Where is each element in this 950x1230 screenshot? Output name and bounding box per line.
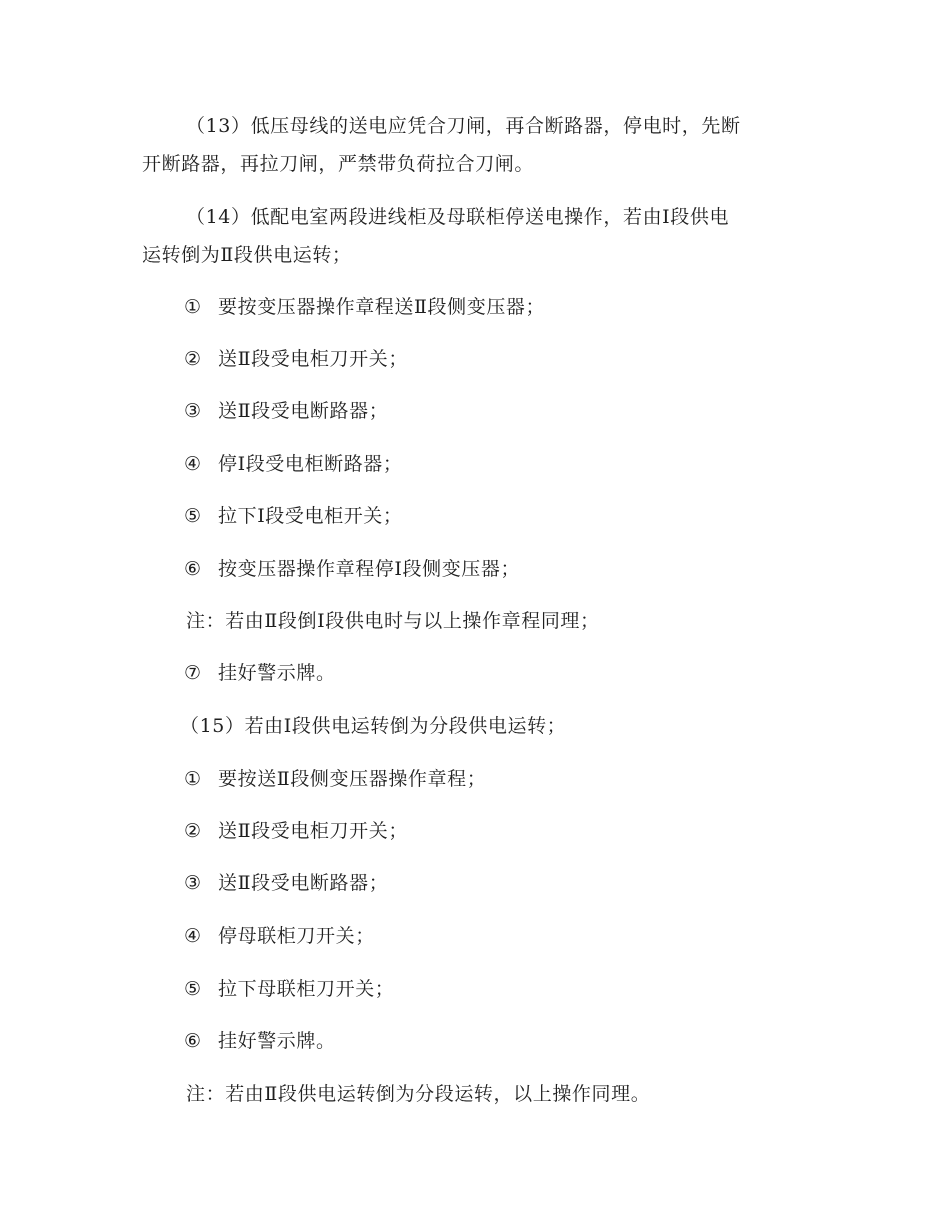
paragraph-13-line-2: 开断路器，再拉刀闸，严禁带负荷拉合刀闸。 (142, 153, 535, 175)
list-item (184, 556, 520, 582)
list-item-text: 停Ⅰ段受电柜断路器； (218, 453, 403, 475)
paragraph-14-line-2: 运转倒为Ⅱ段供电运转； (142, 244, 352, 266)
list-item-number: ⑤ (184, 505, 202, 527)
note-15: 注：若由Ⅱ段供电运转倒为分段运转，以上操作同理。 (186, 1083, 651, 1105)
list-item-text: 按变压器操作章程停Ⅰ段侧变压器； (218, 558, 521, 580)
list-item-number: ⑤ (184, 978, 202, 1000)
note-14: 注：若由Ⅱ段倒Ⅰ段供电时与以上操作章程同理； (186, 610, 600, 632)
list-item-number: ⑥ (184, 558, 202, 580)
list-item (184, 766, 486, 792)
list-item-number: ③ (184, 872, 202, 894)
list-item (184, 503, 403, 529)
list-item-number: ② (184, 348, 202, 370)
list-item-number: ④ (184, 925, 202, 947)
list-item-number: ④ (184, 453, 202, 475)
paragraph-15: （15）若由Ⅰ段供电运转倒为分段供电运转； (180, 715, 567, 737)
list-item-number: ⑥ (184, 1030, 202, 1052)
paragraph-14-line-1: （14）低配电室两段进线柜及母联柜停送电操作，若由Ⅰ段供电 (186, 206, 730, 228)
list-item-number: ② (184, 820, 202, 842)
list-item-text: 送Ⅱ段受电断路器； (218, 400, 389, 422)
list-item-number: ⑦ (184, 662, 202, 684)
list-item-text: 送Ⅱ段受电柜刀开关； (218, 348, 408, 370)
list-item (184, 976, 394, 1002)
list-item (184, 451, 403, 477)
list-item-text: 要按变压器操作章程送Ⅱ段侧变压器； (218, 296, 546, 318)
list-item-text: 拉下母联柜刀开关； (218, 978, 395, 1000)
list-item-text: 要按送Ⅱ段侧变压器操作章程； (218, 768, 487, 790)
list-item-text: 送Ⅱ段受电断路器； (218, 872, 389, 894)
list-item (184, 660, 336, 686)
list-item (184, 1028, 336, 1054)
list-item (184, 923, 375, 949)
list-item (184, 870, 388, 896)
list-item-text: 挂好警示牌。 (218, 1030, 336, 1052)
list-item (184, 818, 408, 844)
list-item (184, 398, 388, 424)
list-item-number: ① (184, 296, 202, 318)
list-item-text: 拉下Ⅰ段受电柜开关； (218, 505, 403, 527)
list-item (184, 346, 408, 372)
paragraph-13-line-1: （13）低压母线的送电应凭合刀闸，再合断路器，停电时，先断 (186, 115, 741, 137)
list-item-text: 停母联柜刀开关； (218, 925, 375, 947)
list-item-number: ① (184, 768, 202, 790)
list-item (184, 294, 545, 320)
list-item-number: ③ (184, 400, 202, 422)
list-item-text: 挂好警示牌。 (218, 662, 336, 684)
list-item-text: 送Ⅱ段受电柜刀开关； (218, 820, 408, 842)
